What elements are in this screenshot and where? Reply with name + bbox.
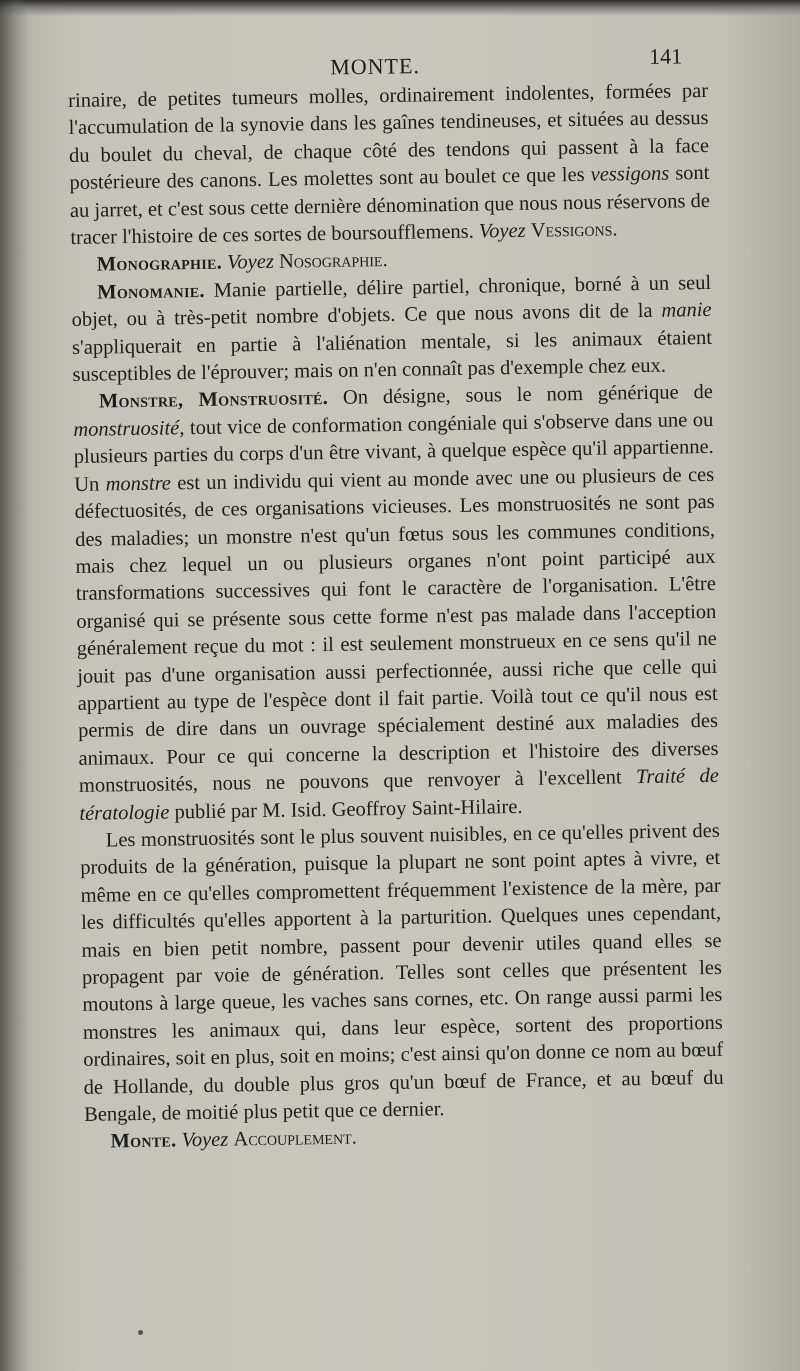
entry-monomanie: Monomanie. Manie partielle, délire partiel, chronique, borné à un seul objet, ou à très-petit nombre d'objets. Ce que nous avons dit de la manie s'appliquerait en partie à l'aliénation mentale, si les animaux étaient susceptibles de l'éprouver; mais on n'en connaît pas d'exemple chez eux. bbox=[71, 271, 713, 387]
entry-headword: Monographie. bbox=[96, 252, 223, 277]
running-title: MONTE. bbox=[330, 53, 421, 80]
top-edge-shadow bbox=[0, 0, 800, 16]
page-number: 141 bbox=[648, 43, 683, 69]
entry-headword: Monstre, Monstruosité. bbox=[98, 387, 329, 414]
body-text bbox=[68, 78, 725, 1157]
entry-monographie: Monographie. Voyez Nosographie. bbox=[96, 249, 388, 277]
paragraph-vessigons-continuation: rinaire, de petites tumeurs molles, ordinairement indolentes, formées par l'accumulation de la synovie dans les gaînes tendineuses, et situées au dessus du boulet du cheval, de chaque côté des tendons qui passent à la face postérieure des canons. Les molettes sont au boulet ce que les vessigons sont au jarret, et c'est sous cette dernière dénomination que nous nous réservons de tracer l'histoire de ces sortes de boursoufflemens. Voyez Vessigons. bbox=[68, 79, 711, 250]
page-header bbox=[70, 43, 710, 84]
entry-headword: Monomanie. bbox=[97, 279, 205, 304]
binding-gutter-shadow bbox=[0, 0, 28, 1371]
entry-headword: Monte. bbox=[110, 1129, 177, 1153]
entry-monstre: Monstre, Monstruosité. On désigne, sous le nom générique de monstruosité, tout vice de conformation congéniale qui s'observe dans une ou plusieurs parties du corps d'un être vivant, à quelque espèce qu'il appartienne. Un monstre est un individu qui vient au monde avec une ou plusieurs de ces défectuosités, de ces organisations vicieuses. Les monstruosités ne sont pas des maladies; un monstre n'est qu'un fœtus sous les communes conditions, mais chez lequel un ou plusieurs organes n'ont point participé aux transformations successives qui font le caractère de l'organisation. L'être organisé qui se présente sous cette forme n'est pas malade dans l'acception généralement reçue du mot : il est seulement monstrueux en ce sens qu'il ne jouit pas d'une organisation aussi perfectionnée, aussi riche que celle qui appartient au type de l'espèce dont il fait partie. Voilà tout ce qu'il nous est permis de dire dans un ouvrage spécialement destiné aux maladies des animaux. Pour ce qui concerne la description et l'histoire des diverses monstruosités, nous ne pouvons que renvoyer à l'excellent Traité de tératologie publié par M. Isid. Geoffroy Saint-Hilaire. bbox=[73, 381, 720, 825]
paragraph-monstruosites-nuisibles: Les monstruosités sont le plus souvent nuisibles, en ce qu'elles privent des produits de la génération, puisque la plupart ne sont point aptes à vivre, et même en ce qu'elles compromettent fréquemment l'existence de la mère, par les difficultés qu'elles apportent à la parturition. Quelques unes cependant, mais en bien petit nombre, passent pour devenir utiles quand elles se propagent par voie de génération. Telles sont celles que présentent les moutons à large queue, les vaches sans cornes, etc. On range aussi parmi les monstres les animaux qui, dans leur espèce, sortent des proportions ordinaires, soit en plus, soit en moins; c'est ainsi qu'on donne ce nom au bœuf de Hollande, du double plus gros qu'un bœuf de France, et au bœuf du Bengale, de moitié plus petit que ce dernier. bbox=[80, 819, 724, 1126]
entry-monte: Monte. Voyez Accouplement. bbox=[110, 1127, 357, 1153]
paper-speck bbox=[138, 1330, 143, 1335]
